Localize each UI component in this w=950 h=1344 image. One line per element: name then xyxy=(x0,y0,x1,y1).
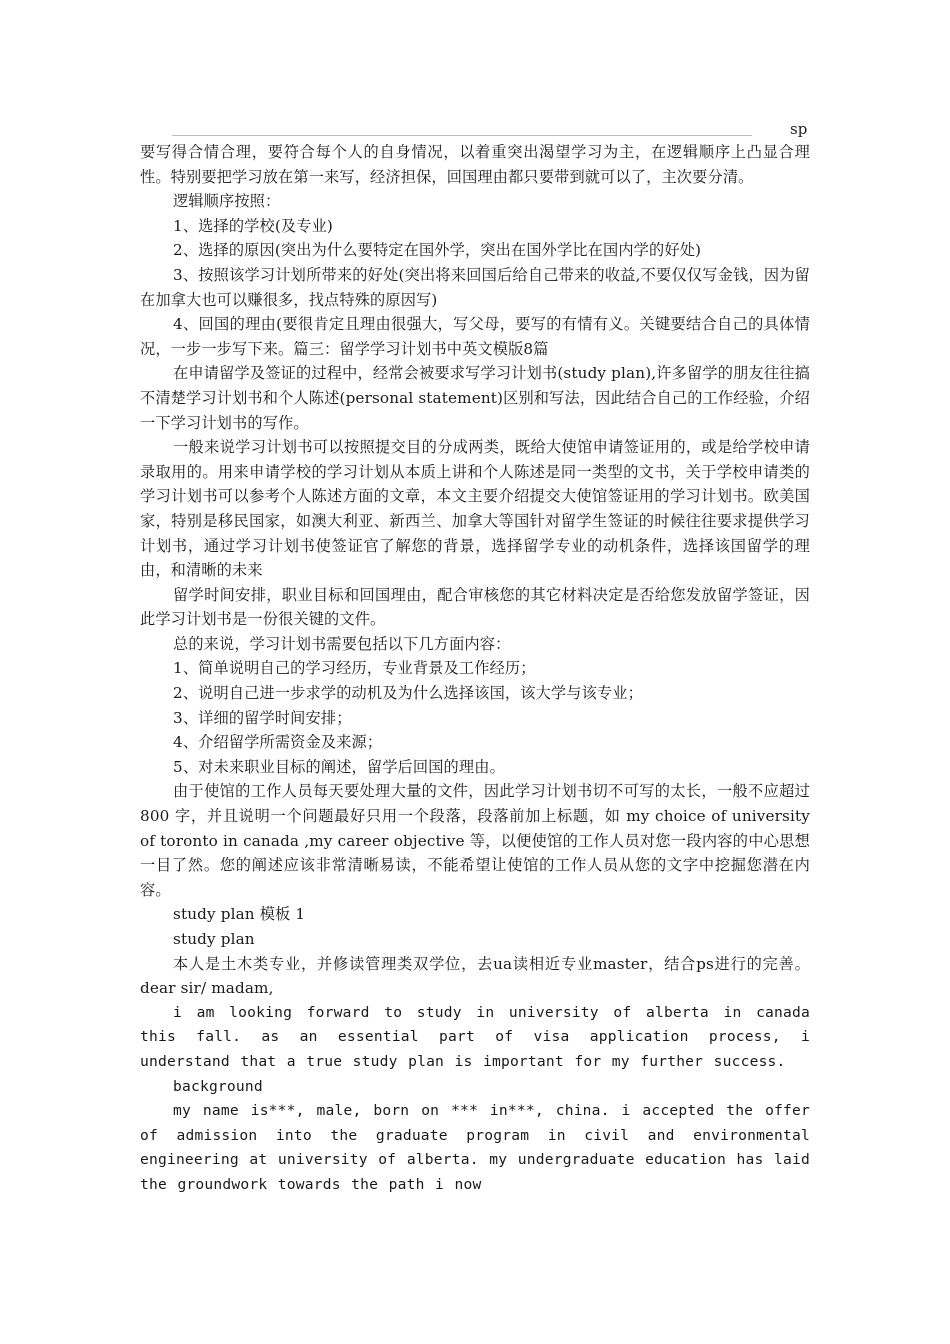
list-item: 5、对未来职业目标的阐述，留学后回国的理由。 xyxy=(173,757,505,776)
section-heading: background xyxy=(173,1077,263,1095)
list-item: 4、回国的理由(要很肯定且理由很强大，写父母，要写的有情有义。关键要结合自己的具体情况，一步一步写下来。篇三：留学学习计划书中英文模版8篇 xyxy=(140,315,810,358)
paragraph: 留学时间安排，职业目标和回国理由，配合审核您的其它材料决定是否给您发放留学签证，因此学习计划书是一份很关键的文件。 xyxy=(140,585,810,629)
paragraph: 总的来说，学习计划书需要包括以下几方面内容： xyxy=(173,634,511,653)
paragraph: my name is***, male, born on *** in***, china. i accepted the offer of admission into the graduate program in civil and environmental engineering at university of alberta. my undergraduate education has laid the groundwork towards the path i now xyxy=(140,1102,810,1193)
list-item: 1、选择的学校(及专业) xyxy=(173,216,334,235)
list-item: 3、详细的留学时间安排； xyxy=(173,708,352,727)
paragraph: 本人是土木类专业，并修读管理类双学位，去ua读相近专业master，结合ps进行的完善。 dear sir/ madam, xyxy=(140,954,810,998)
section-heading: study plan xyxy=(173,930,255,948)
section-heading: study plan 模板 1 xyxy=(173,905,306,924)
list-item: 2、说明自己进一步求学的动机及为什么选择该国，该大学与该专业； xyxy=(173,684,643,703)
paragraph: 由于使馆的工作人员每天要处理大量的文件，因此学习计划书切不可写的太长，一般不应超过 800 字，并且说明一个问题最好只用一个段落，段落前加上标题，如 my choice of university of toronto in canada ,my career objective 等，以便使馆的工作人员对您一段内容的中心思想一目了然。您的阐述应该非常清晰易读，不能希望让使馆的工作人员从您的文字中挖掘您潜在内容。 xyxy=(140,782,810,899)
list-item: 4、介绍留学所需资金及来源； xyxy=(173,733,383,752)
paragraph: 要写得合情合理，要符合每个人的自身情况，以着重突出渴望学习为主，在逻辑顺序上凸显合理性。特别要把学习放在第一来写，经济担保，回国理由都只要带到就可以了，主次要分清。 xyxy=(140,143,810,186)
header-divider xyxy=(172,135,752,136)
list-item: 1、简单说明自己的学习经历，专业背景及工作经历； xyxy=(173,659,536,678)
paragraph: 逻辑顺序按照： xyxy=(173,192,281,211)
list-item: 2、选择的原因(突出为什么要特定在国外学，突出在国外学比在国内学的好处) xyxy=(173,241,702,260)
paragraph: 一般来说学习计划书可以按照提交目的分成两类，既给大使馆申请签证用的，或是给学校申请录取用的。用来申请学校的学习计划从本质上讲和个人陈述是同一类型的文书，关于学校申请类的学习计划书可以参考个人陈述方面的文章，本文主要介绍提交大使馆签证用的学习计划书。欧美国家，特别是移民国家，如澳大利亚、新西兰、加拿大等国针对留学生签证的时候往往要求提供学习计划书，通过学习计划书使签证官了解您的背景，选择留学专业的动机条件，选择该国留学的理由，和清晰的未来 xyxy=(140,438,810,580)
header-label: sp xyxy=(790,120,808,138)
document-body xyxy=(140,140,810,1198)
paragraph: 在申请留学及签证的过程中，经常会被要求写学习计划书(study plan),许多留学的朋友往往搞不清楚学习计划书和个人陈述(personal statement)区别和写法，因此结合自己的工作经验，介绍一下学习计划书的写作。 xyxy=(140,364,810,432)
list-item: 3、按照该学习计划所带来的好处(突出将来回国后给自己带来的收益,不要仅仅写金钱，因为留在加拿大也可以赚很多，找点特殊的原因写) xyxy=(140,265,810,309)
paragraph: i am looking forward to study in university of alberta in canada this fall. as an essential part of visa application process, i understand that a true study plan is important for my further success. xyxy=(140,1003,810,1070)
